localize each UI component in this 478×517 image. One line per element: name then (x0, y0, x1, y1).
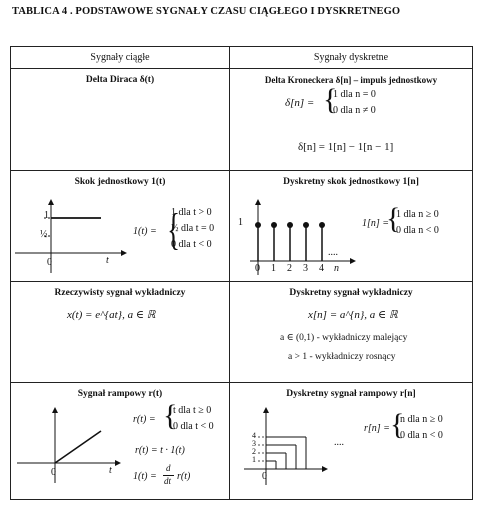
ramp-eq3-lhs: 1(t) = (133, 471, 157, 482)
discrete-step-xtick-0: 0 (255, 263, 260, 274)
discrete-ramp-ytick-1: 1 (252, 455, 256, 464)
discrete-ramp-case-1: n dla n ≥ 0 (400, 414, 443, 425)
unit-step-plot (11, 199, 126, 279)
ramp-case-2: 0 dla t < 0 (173, 421, 214, 432)
kronecker-relation: δ[n] = 1[n] − 1[n − 1] (298, 141, 394, 153)
discrete-step-lhs: 1[n] = (362, 218, 390, 229)
ramp-xlabel: t (109, 465, 112, 476)
ramp-eq3-rhs: r(t) (177, 471, 191, 482)
ramp-eq3-den: dt (164, 476, 172, 486)
discrete-ramp-plot (230, 405, 330, 490)
discrete-ramp-lhs: r[n] = (364, 423, 390, 434)
cell-discrete-unit-step (230, 171, 473, 282)
unit-step-case-3: 0 dla t < 0 (171, 239, 212, 250)
exp-formula: x(t) = e^{at}, a ∈ ℝ (67, 309, 156, 321)
kronecker-case-2: 0 dla n ≠ 0 (333, 105, 376, 116)
cell-discrete-exponential (230, 282, 473, 383)
discrete-step-xtick-2: 2 (287, 263, 292, 274)
table-title: TABLICA 4 . PODSTAWOWE SYGNAŁY CZASU CIĄGŁEGO I DYSKRETNEGO (12, 6, 401, 17)
ramp-lhs: r(t) = (133, 414, 156, 425)
cell-ramp (11, 383, 230, 500)
discrete-step-xlabel: n (334, 263, 339, 274)
cell-kronecker-delta (230, 69, 473, 171)
discrete-exp-heading: Dyskretny sygnał wykładniczy (289, 288, 413, 298)
cell-dirac-delta (11, 69, 230, 171)
unit-step-case-2: ½ dla t = 0 (171, 223, 215, 234)
kronecker-case-1: 1 dla n = 0 (333, 89, 376, 100)
discrete-step-dots: .... (328, 247, 338, 258)
ramp-eq2: r(t) = t · 1(t) (135, 445, 185, 456)
discrete-exp-formula: x[n] = a^{n}, a ∈ ℝ (308, 309, 398, 321)
ramp-brace: { (163, 399, 178, 432)
unit-step-lhs: 1(t) = (133, 226, 157, 237)
unit-step-brace: { (167, 205, 180, 254)
unit-step-xlabel: t (106, 255, 109, 266)
discrete-ramp-ytick-3: 3 (252, 439, 256, 448)
discrete-step-brace: { (386, 202, 401, 235)
ramp-eq3-num: d (166, 463, 171, 473)
header-continuous: Sygnały ciągłe (11, 47, 230, 69)
discrete-step-case-2: 0 dla n < 0 (396, 225, 439, 236)
cell-real-exponential (11, 282, 230, 383)
kronecker-brace: { (323, 83, 338, 116)
ramp-origin: 0 (51, 467, 56, 478)
kronecker-lhs: δ[n] = (285, 97, 315, 109)
cell-unit-step (11, 171, 230, 282)
unit-step-heading: Skok jednostkowy 1(t) (74, 177, 166, 187)
discrete-ramp-heading: Dyskretny sygnał rampowy r[n] (286, 389, 416, 399)
dirac-heading: Delta Diraca δ(t) (85, 75, 155, 85)
exp-heading: Rzeczywisty sygnał wykładniczy (54, 288, 186, 298)
discrete-step-ytick-1: 1 (238, 217, 243, 228)
unit-step-case-1: 1 dla t > 0 (171, 207, 212, 218)
ramp-case-1: t dla t ≥ 0 (173, 405, 212, 416)
discrete-ramp-ytick-2: 2 (252, 447, 256, 456)
unit-step-ytick-half: ½ (40, 229, 48, 240)
unit-step-ytick-1: 1 (44, 210, 49, 221)
discrete-ramp-dots: .... (334, 437, 344, 448)
discrete-step-xtick-4: 4 (319, 263, 324, 274)
kronecker-heading: Delta Kroneckera δ[n] – impuls jednostkowy (264, 75, 438, 85)
ramp-heading: Sygnał rampowy r(t) (77, 389, 163, 399)
discrete-exp-note-1: a ∈ (0,1) - wykładniczy malejący (280, 333, 408, 343)
discrete-ramp-origin: 0 (262, 471, 267, 482)
header-discrete: Sygnały dyskretne (230, 47, 473, 69)
discrete-step-case-1: 1 dla n ≥ 0 (396, 209, 439, 220)
signals-table (10, 46, 473, 500)
discrete-ramp-case-2: 0 dla n < 0 (400, 430, 443, 441)
discrete-step-xtick-1: 1 (271, 263, 276, 274)
discrete-ramp-brace: { (390, 408, 405, 441)
discrete-step-xtick-3: 3 (303, 263, 308, 274)
discrete-step-heading: Dyskretny skok jednostkowy 1[n] (283, 177, 419, 187)
discrete-ramp-ytick-4: 4 (252, 431, 256, 440)
unit-step-origin: 0 (47, 257, 52, 268)
cell-discrete-ramp (230, 383, 473, 500)
discrete-exp-note-2: a > 1 - wykładniczy rosnący (288, 352, 396, 362)
